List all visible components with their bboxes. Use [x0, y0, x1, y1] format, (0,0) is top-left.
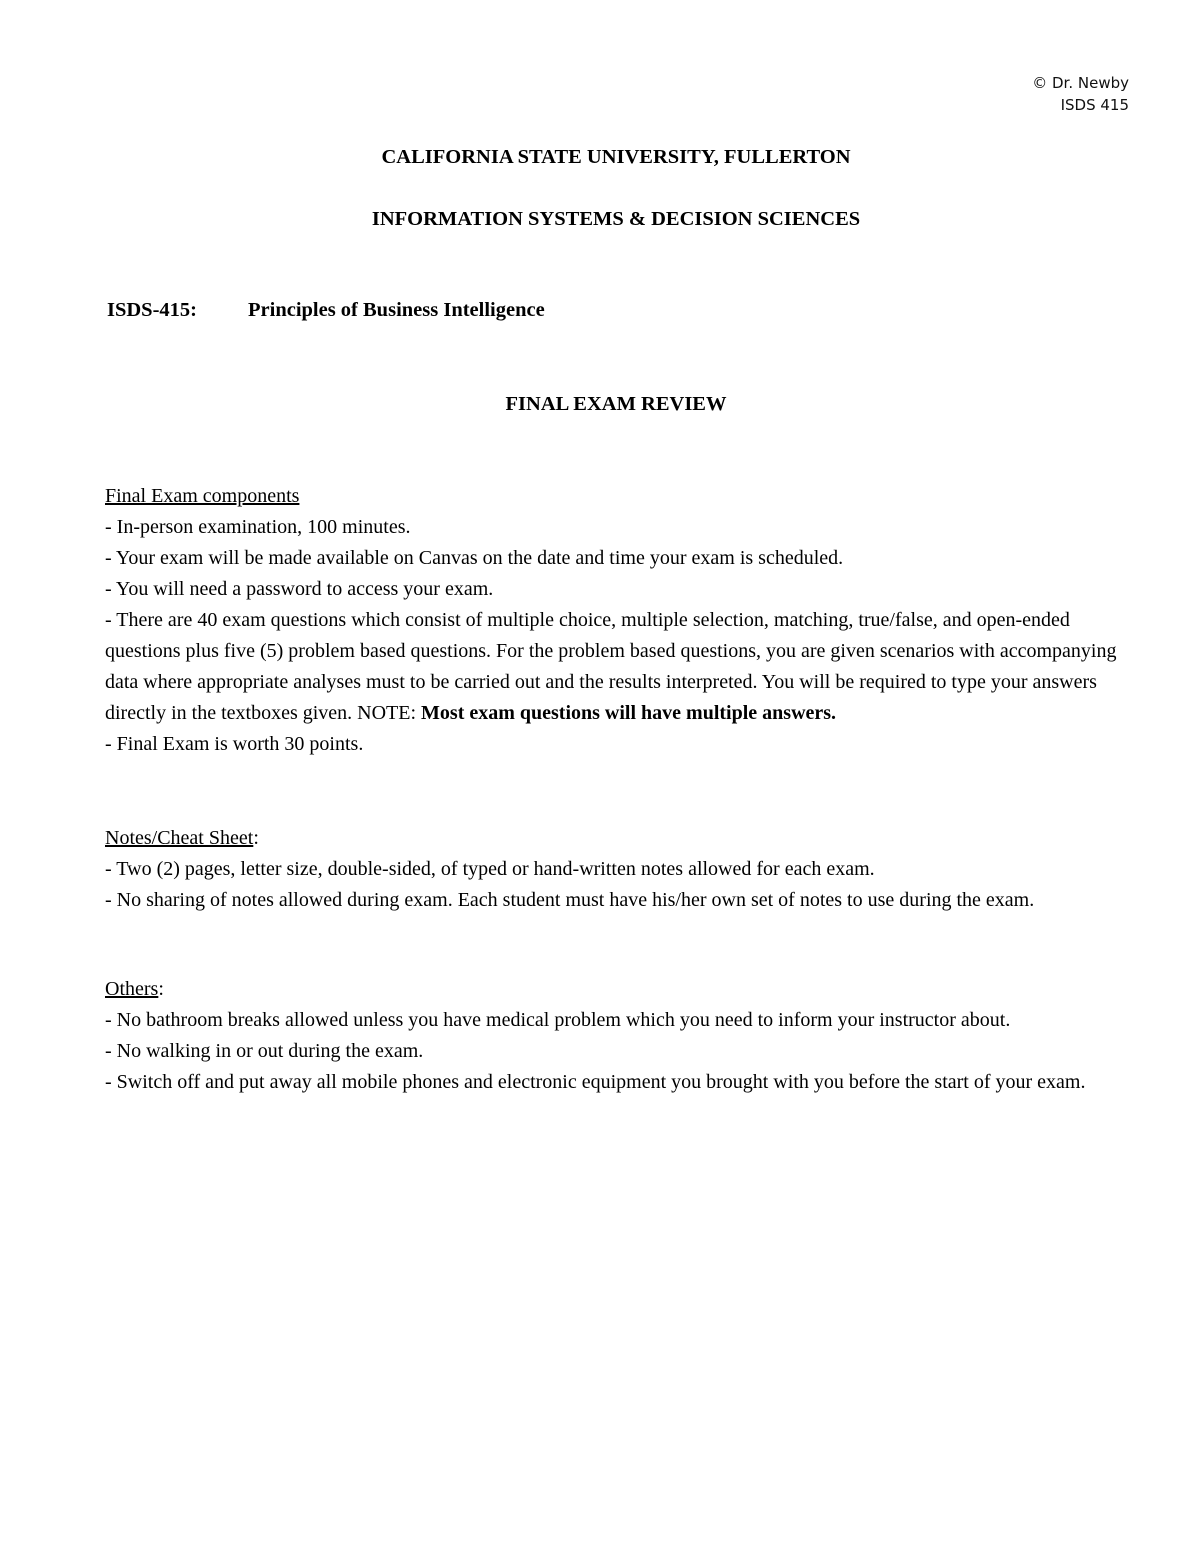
notes-section [105, 823, 1135, 916]
department-title: INFORMATION SYSTEMS & DECISION SCIENCES [371, 208, 861, 230]
document-title: FINAL EXAM REVIEW [505, 393, 727, 415]
copyright-line: © Dr. Newby [1032, 74, 1129, 92]
components-item-2: - Your exam will be made available on Canvas on the date and time your exam is scheduled. [105, 547, 844, 569]
university-title: CALIFORNIA STATE UNIVERSITY, FULLERTON [381, 146, 851, 168]
components-item-1: - In-person examination, 100 minutes. [105, 516, 411, 538]
others-item-1: - No bathroom breaks allowed unless you have medical problem which you need to inform your instructor about. [105, 1009, 1011, 1031]
course-reference: ISDS 415 [1060, 96, 1129, 114]
components-item-5: - Final Exam is worth 30 points. [105, 733, 364, 755]
components-section [105, 481, 1135, 760]
others-item-2: - No walking in or out during the exam. [105, 1040, 424, 1062]
notes-item-1: - Two (2) pages, letter size, double-sided, of typed or hand-written notes allowed for each exam. [105, 858, 875, 880]
others-item-3: - Switch off and put away all mobile phones and electronic equipment you brought with you before the start of your exam. [105, 1071, 1086, 1093]
components-item-4-text: - There are 40 exam questions which consist of multiple choice, multiple selection, matching, true/false, and open-ended questions plus five (5) problem based questions. For the problem based questions, you are given scenarios with accompanying data where appropriate analyses must to be carried out and the results interpreted. You will be required to type your answers directly in the textboxes given. NOTE: [105, 609, 1117, 724]
others-heading: Others [105, 978, 159, 1000]
components-item-4 [105, 605, 1135, 729]
notes-item-2: - No sharing of notes allowed during exam. Each student must have his/her own set of notes to use during the exam. [105, 889, 1035, 911]
components-item-4-emphasis: Most exam questions will have multiple answers. [421, 702, 837, 724]
others-heading-colon: : [158, 978, 164, 1000]
course-line [107, 297, 545, 323]
notes-heading-colon: : [253, 827, 259, 849]
course-code: ISDS-415: [107, 299, 197, 321]
page-header [1032, 72, 1129, 116]
others-section [105, 974, 1135, 1098]
course-name: Principles of Business Intelligence [248, 299, 545, 321]
components-heading: Final Exam components [105, 485, 300, 507]
components-item-3: - You will need a password to access your exam. [105, 578, 494, 600]
notes-heading: Notes/Cheat Sheet [105, 827, 254, 849]
